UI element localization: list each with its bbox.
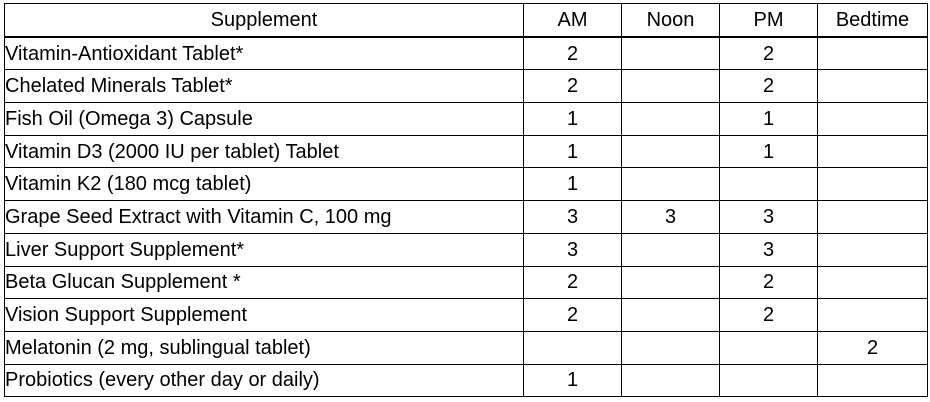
header-noon: Noon	[622, 4, 720, 37]
bedtime-dose-cell	[818, 364, 928, 397]
table-row	[5, 37, 928, 70]
pm-dose-cell: 2	[720, 70, 818, 103]
supplement-name-cell: Vitamin-Antioxidant Tablet*	[5, 37, 524, 70]
noon-dose-cell	[622, 168, 720, 201]
am-dose-cell: 2	[524, 266, 622, 299]
pm-dose-cell: 3	[720, 201, 818, 234]
bedtime-dose-cell	[818, 201, 928, 234]
table-body	[5, 37, 928, 397]
noon-dose-cell	[622, 299, 720, 332]
pm-dose-cell	[720, 364, 818, 397]
supplement-name-cell: Probiotics (every other day or daily)	[5, 364, 524, 397]
am-dose-cell: 2	[524, 70, 622, 103]
pm-dose-cell: 1	[720, 135, 818, 168]
am-dose-cell: 2	[524, 299, 622, 332]
header-bedtime: Bedtime	[818, 4, 928, 37]
am-dose-cell: 1	[524, 364, 622, 397]
pm-dose-cell: 2	[720, 266, 818, 299]
supplement-name-cell: Chelated Minerals Tablet*	[5, 70, 524, 103]
table-row	[5, 364, 928, 397]
supplement-name-cell: Beta Glucan Supplement *	[5, 266, 524, 299]
bedtime-dose-cell	[818, 266, 928, 299]
bedtime-dose-cell	[818, 233, 928, 266]
supplement-name-cell: Grape Seed Extract with Vitamin C, 100 mg	[5, 201, 524, 234]
noon-dose-cell	[622, 266, 720, 299]
am-dose-cell	[524, 331, 622, 364]
am-dose-cell: 3	[524, 233, 622, 266]
table-row	[5, 168, 928, 201]
table-row	[5, 331, 928, 364]
noon-dose-cell	[622, 103, 720, 136]
pm-dose-cell: 2	[720, 299, 818, 332]
header-row	[5, 4, 928, 37]
table-row	[5, 103, 928, 136]
bedtime-dose-cell: 2	[818, 331, 928, 364]
bedtime-dose-cell	[818, 135, 928, 168]
supplement-name-cell: Vitamin K2 (180 mcg tablet)	[5, 168, 524, 201]
table-header	[5, 4, 928, 37]
table-row	[5, 299, 928, 332]
am-dose-cell: 1	[524, 168, 622, 201]
table-row	[5, 233, 928, 266]
am-dose-cell: 2	[524, 37, 622, 70]
pm-dose-cell: 3	[720, 233, 818, 266]
noon-dose-cell	[622, 331, 720, 364]
bedtime-dose-cell	[818, 37, 928, 70]
noon-dose-cell	[622, 364, 720, 397]
supplement-name-cell: Melatonin (2 mg, sublingual tablet)	[5, 331, 524, 364]
pm-dose-cell: 1	[720, 103, 818, 136]
pm-dose-cell: 2	[720, 37, 818, 70]
noon-dose-cell	[622, 233, 720, 266]
table-row	[5, 70, 928, 103]
bedtime-dose-cell	[818, 168, 928, 201]
am-dose-cell: 1	[524, 135, 622, 168]
noon-dose-cell	[622, 135, 720, 168]
noon-dose-cell	[622, 70, 720, 103]
supplement-name-cell: Liver Support Supplement*	[5, 233, 524, 266]
supplement-schedule-table	[4, 3, 928, 397]
supplement-name-cell: Fish Oil (Omega 3) Capsule	[5, 103, 524, 136]
am-dose-cell: 1	[524, 103, 622, 136]
noon-dose-cell	[622, 37, 720, 70]
pm-dose-cell	[720, 168, 818, 201]
header-am: AM	[524, 4, 622, 37]
table-row	[5, 201, 928, 234]
supplement-name-cell: Vitamin D3 (2000 IU per tablet) Tablet	[5, 135, 524, 168]
header-supplement: Supplement	[5, 4, 524, 37]
supplement-name-cell: Vision Support Supplement	[5, 299, 524, 332]
header-pm: PM	[720, 4, 818, 37]
bedtime-dose-cell	[818, 70, 928, 103]
table-row	[5, 266, 928, 299]
table-row	[5, 135, 928, 168]
pm-dose-cell	[720, 331, 818, 364]
bedtime-dose-cell	[818, 299, 928, 332]
noon-dose-cell: 3	[622, 201, 720, 234]
am-dose-cell: 3	[524, 201, 622, 234]
bedtime-dose-cell	[818, 103, 928, 136]
